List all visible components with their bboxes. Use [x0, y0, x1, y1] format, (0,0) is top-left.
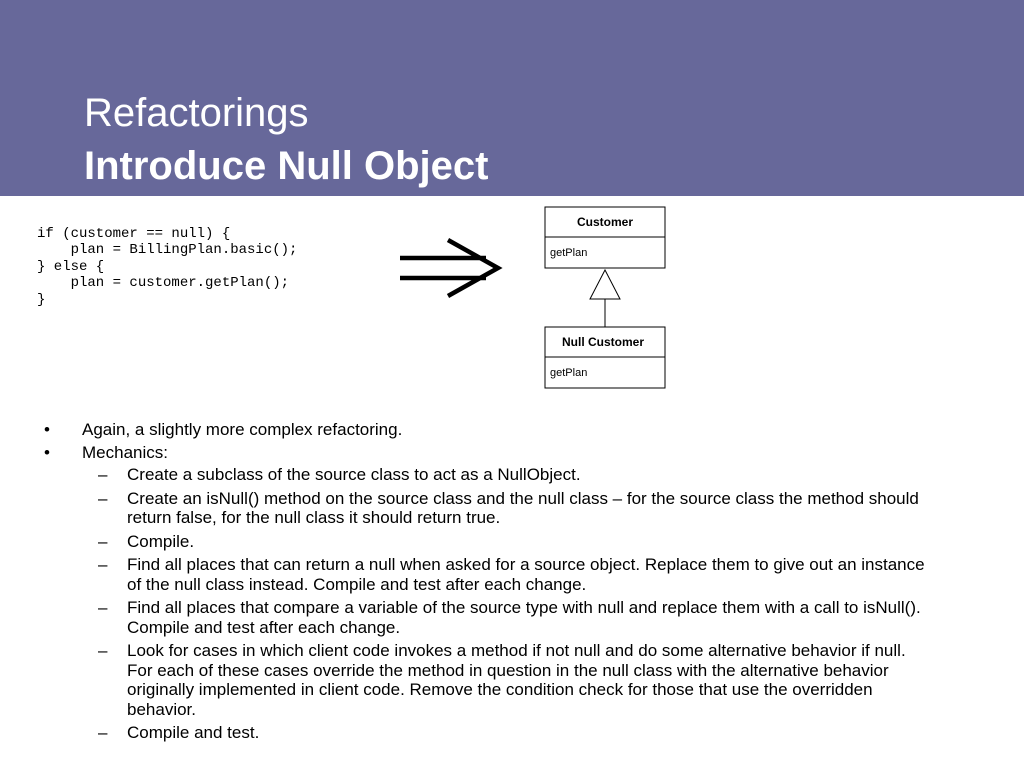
sub-list-item — [0, 532, 1024, 552]
inheritance-arrow — [590, 270, 620, 327]
double-arrow-right-icon — [398, 236, 504, 298]
dash-marker: – — [98, 465, 108, 484]
bullet-text: Again, a slightly more complex refactoring. — [82, 420, 403, 439]
dash-marker: – — [98, 723, 108, 742]
uml-class-name: Null Customer — [561, 335, 645, 349]
slide-title: Refactorings — [84, 91, 309, 135]
dash-marker: – — [98, 598, 108, 617]
list-item — [0, 420, 1024, 440]
sub-list-item — [0, 555, 1024, 594]
code-line: if (customer == null) { — [37, 226, 231, 242]
bullet-marker: • — [44, 420, 50, 439]
sub-list-item — [0, 641, 1024, 719]
dash-marker: – — [98, 641, 108, 660]
sub-list-item — [0, 598, 1024, 637]
bullet-list — [0, 420, 1024, 747]
list-item — [0, 443, 1024, 463]
sub-list-item — [0, 489, 1024, 528]
uml-class-diagram — [540, 204, 670, 394]
slide-subtitle: Introduce Null Object — [84, 144, 489, 188]
dash-marker: – — [98, 555, 108, 574]
code-line: } — [37, 291, 46, 308]
code-line: plan = customer.getPlan(); — [37, 275, 290, 292]
uml-method: getPlan — [550, 367, 588, 379]
code-line: } else { — [37, 258, 105, 275]
sub-list-item — [0, 723, 1024, 743]
sub-item-text: Find all places that can return a null when asked for a source object. Replace them to give out an instance of the null class instead. Compile and test after each change. — [127, 555, 925, 594]
dash-marker: – — [98, 531, 108, 551]
dash-marker: – — [98, 488, 108, 508]
sub-item-text: Compile. — [127, 531, 195, 551]
uml-class-customer — [545, 207, 665, 268]
sub-item-text: Look for cases in which client code invokes a method if not null and do some alternative behavior if null. For each of these cases override the method in question in the null class with the alternative behavior originally implemented in client code. Remove the condition check for those that use the overridden behavior. — [127, 641, 906, 719]
sub-item-text: Compile and test. — [127, 723, 260, 742]
title-banner — [0, 0, 1024, 196]
sub-list-item — [0, 465, 1024, 485]
code-snippet — [37, 226, 297, 308]
uml-method: getPlan — [550, 247, 588, 259]
uml-class-null-customer — [545, 327, 665, 388]
sub-item-text: Find all places that compare a variable of the source type with null and replace them with a call to isNull(). Compile and test after each change. — [127, 598, 921, 637]
sub-item-text: Create an isNull() method on the source class and the null class – for the source class the method should return false, for the null class it should return true. — [127, 488, 919, 527]
bullet-text: Mechanics: — [82, 442, 168, 462]
code-line: plan = BillingPlan.basic(); — [37, 242, 298, 259]
sub-item-text: Create a subclass of the source class to act as a NullObject. — [127, 465, 581, 484]
uml-class-name: Customer — [576, 215, 634, 229]
bullet-marker: • — [44, 442, 50, 462]
